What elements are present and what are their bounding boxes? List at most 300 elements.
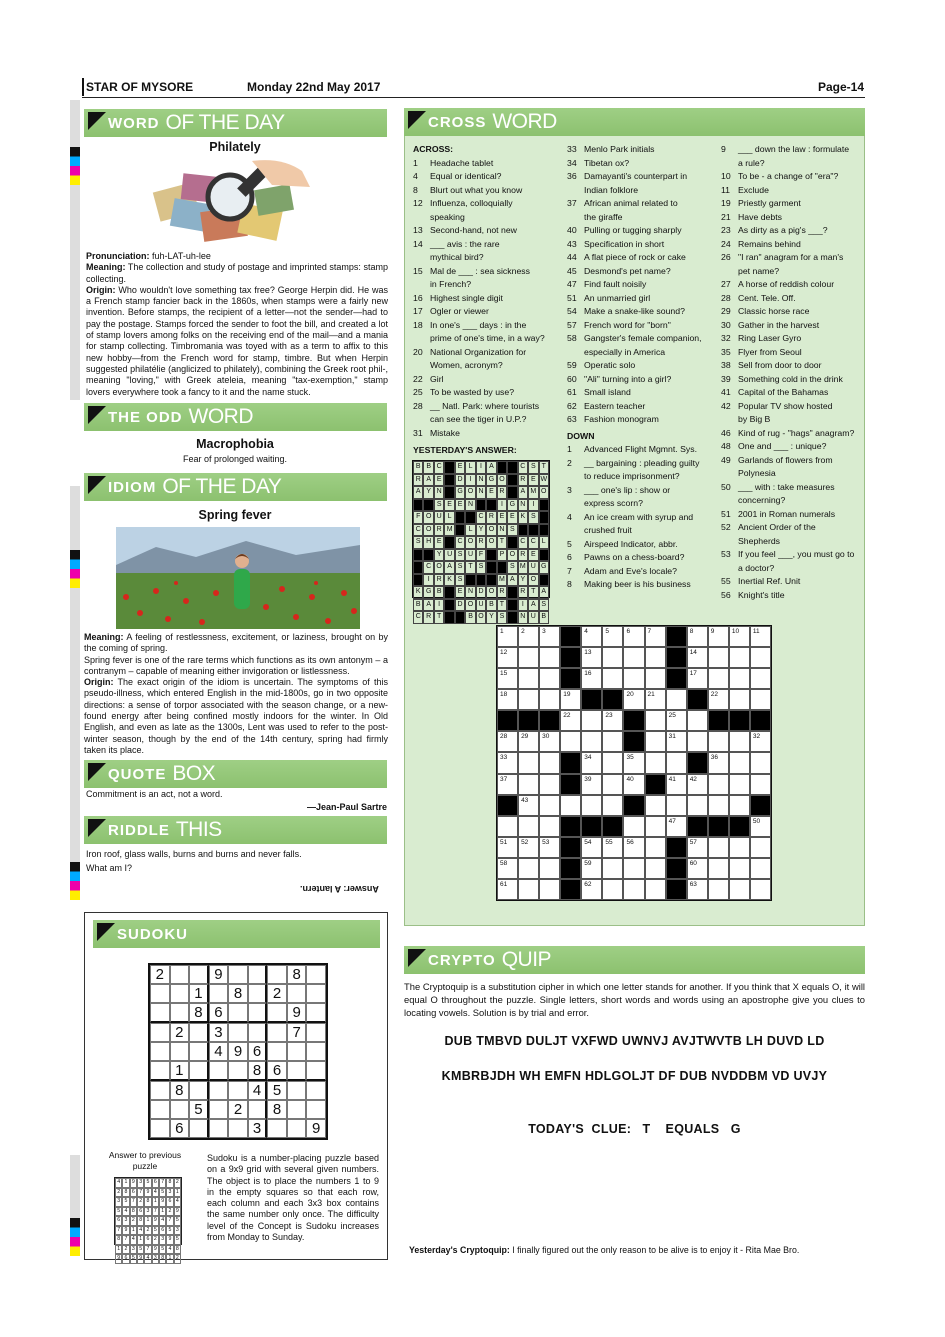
crossword-cell <box>687 816 708 837</box>
sudoku-cell[interactable] <box>150 1023 170 1042</box>
crossword-cell[interactable]: 60 <box>687 858 708 879</box>
crossword-cell[interactable] <box>687 731 708 752</box>
prev-answer-cell: 8 <box>130 1207 137 1217</box>
crossword-cell[interactable]: 23 <box>602 710 623 731</box>
crossword-cell[interactable]: 58 <box>497 858 518 879</box>
clue-item: 51 2001 in Roman numerals <box>721 508 836 519</box>
crossword-cell[interactable] <box>729 689 750 710</box>
sudoku-cell[interactable] <box>248 1003 268 1023</box>
sudoku-cell[interactable] <box>248 965 268 984</box>
crossword-cell[interactable] <box>729 795 750 816</box>
crossword-cell[interactable]: 52 <box>518 837 539 858</box>
sudoku-cell[interactable] <box>306 984 326 1003</box>
crossword-cell[interactable] <box>645 752 666 773</box>
crossword-cell[interactable]: 8 <box>687 626 708 647</box>
sudoku-cell[interactable] <box>267 1042 287 1061</box>
clue-item: 62 Eastern teacher <box>567 400 646 411</box>
crossword-cell[interactable]: 35 <box>623 752 644 773</box>
answer-cell: E <box>528 474 538 487</box>
clue-item: speaking <box>430 211 465 222</box>
crossword-cell[interactable] <box>708 731 729 752</box>
crossword-cell[interactable] <box>750 647 771 668</box>
sudoku-cell[interactable] <box>228 965 248 984</box>
sudoku-cell[interactable] <box>287 1119 307 1138</box>
crossword-cell[interactable] <box>708 668 729 689</box>
margin-strip <box>70 486 80 886</box>
crossword-cell[interactable]: 18 <box>497 689 518 710</box>
clue-item: 9 ___ down the law : formulate <box>721 144 850 154</box>
sudoku-cell[interactable]: 3 <box>248 1119 268 1138</box>
crossword-cell[interactable]: 63 <box>687 879 708 900</box>
sudoku-cell[interactable]: 2 <box>170 1023 190 1042</box>
prev-answer-cell: 9 <box>152 1216 159 1226</box>
sudoku-cell[interactable] <box>170 965 190 984</box>
sudoku-cell[interactable]: 2 <box>267 984 287 1003</box>
crossword-cell[interactable] <box>645 668 666 689</box>
sudoku-cell[interactable]: 4 <box>248 1081 268 1100</box>
sudoku-cell[interactable]: 1 <box>170 1061 190 1081</box>
sudoku-cell[interactable] <box>306 1042 326 1061</box>
crossword-cell[interactable] <box>623 879 644 900</box>
crossword-cell[interactable] <box>645 710 666 731</box>
crossword-cell[interactable]: 21 <box>645 689 666 710</box>
crossword-cell[interactable]: 34 <box>581 752 602 773</box>
sudoku-cell[interactable]: 2 <box>228 1100 248 1119</box>
crossword-cell[interactable]: 20 <box>623 689 644 710</box>
crossword-cell[interactable] <box>539 795 560 816</box>
crossword-cell[interactable] <box>539 647 560 668</box>
prev-answer-cell: 9 <box>159 1197 166 1207</box>
sudoku-cell[interactable] <box>209 984 229 1003</box>
crossword-cell[interactable]: 11 <box>750 626 771 647</box>
answer-cell <box>444 486 454 499</box>
sudoku-cell[interactable] <box>306 1023 326 1042</box>
riddle-answer: Answer: A lantern. <box>300 884 379 894</box>
crossword-cell[interactable]: 56 <box>623 837 644 858</box>
crossword-cell[interactable] <box>539 689 560 710</box>
crossword-cell[interactable] <box>645 858 666 879</box>
crossword-cell[interactable] <box>708 879 729 900</box>
sudoku-cell[interactable] <box>189 1061 209 1081</box>
crossword-cell[interactable]: 5 <box>602 626 623 647</box>
sudoku-grid[interactable] <box>148 963 328 1140</box>
crossword-cell[interactable] <box>602 731 623 752</box>
answer-cell <box>413 561 423 574</box>
crossword-cell[interactable] <box>645 837 666 858</box>
sudoku-cell[interactable] <box>189 1081 209 1100</box>
sudoku-cell[interactable] <box>228 1119 248 1138</box>
crossword-cell[interactable] <box>645 647 666 668</box>
crossword-cell[interactable]: 16 <box>581 668 602 689</box>
crossword-cell[interactable]: 9 <box>708 626 729 647</box>
crossword-cell[interactable]: 47 <box>666 816 687 837</box>
prev-answer-cell: 1 <box>144 1216 151 1226</box>
crossword-cell[interactable] <box>623 668 644 689</box>
idiom-title: Spring fever <box>198 508 272 522</box>
answer-cell: K <box>444 574 454 587</box>
crossword-cell[interactable] <box>729 647 750 668</box>
answer-cell <box>507 599 517 612</box>
sudoku-cell[interactable] <box>189 1119 209 1138</box>
crossword-cell[interactable] <box>729 668 750 689</box>
crossword-cell[interactable]: 33 <box>497 752 518 773</box>
prev-answer-cell: 2 <box>122 1245 129 1255</box>
crossword-cell[interactable]: 30 <box>539 731 560 752</box>
clue-item: pet name? <box>738 265 780 276</box>
crossword-cell[interactable] <box>729 879 750 900</box>
crossword-cell[interactable]: 3 <box>539 626 560 647</box>
answer-cell: E <box>444 499 454 512</box>
crossword-cell[interactable]: 28 <box>497 731 518 752</box>
sudoku-cell[interactable]: 8 <box>228 984 248 1003</box>
crossword-cell[interactable] <box>539 879 560 900</box>
riddle-line2: What am I? <box>86 863 133 873</box>
sudoku-cell[interactable] <box>150 1081 170 1100</box>
crossword-cell[interactable] <box>708 858 729 879</box>
answer-cell: T <box>465 561 475 574</box>
crossword-cell <box>560 858 581 879</box>
sudoku-cell[interactable] <box>306 1081 326 1100</box>
crossword-cell[interactable] <box>539 752 560 773</box>
crossword-cell <box>623 710 644 731</box>
sudoku-cell[interactable] <box>267 1119 287 1138</box>
crossword-cell[interactable] <box>687 795 708 816</box>
sudoku-cell[interactable]: 9 <box>209 965 229 984</box>
crossword-cell[interactable] <box>750 774 771 795</box>
clue-item: 55 Inertial Ref. Unit <box>721 576 801 586</box>
crossword-cell[interactable] <box>750 837 771 858</box>
stamps-image <box>152 157 310 245</box>
clue-item: 49 Garlands of flowers from <box>721 454 833 465</box>
answer-cell: O <box>539 486 549 499</box>
crossword-cell[interactable]: 59 <box>581 858 602 879</box>
answer-cell: E <box>486 486 496 499</box>
header-rule <box>82 97 865 98</box>
sudoku-cell[interactable]: 3 <box>209 1023 229 1042</box>
header-bar <box>82 78 84 96</box>
crossword-cell[interactable] <box>518 752 539 773</box>
crossword-cell[interactable] <box>602 858 623 879</box>
crossword-cell[interactable]: 51 <box>497 837 518 858</box>
sudoku-cell[interactable]: 2 <box>150 965 170 984</box>
sudoku-cell[interactable] <box>287 1081 307 1100</box>
answer-cell: C <box>518 461 528 474</box>
sudoku-cell[interactable] <box>189 965 209 984</box>
crossword-cell[interactable] <box>602 795 623 816</box>
crossword-cell[interactable] <box>518 774 539 795</box>
crossword-cell[interactable]: 55 <box>602 837 623 858</box>
crossword-cell[interactable] <box>750 689 771 710</box>
answer-cell: S <box>455 561 465 574</box>
sudoku-cell[interactable]: 9 <box>306 1119 326 1138</box>
crossword-cell[interactable]: 29 <box>518 731 539 752</box>
cryptoquip-line1: DUB TMBVD DULJT VXFWD UWNVJ AVJTWVTB LH DUVD LD <box>444 1034 825 1048</box>
answer-cell <box>455 511 465 524</box>
prev-answer-cell: 8 <box>115 1235 122 1245</box>
crossword-cell[interactable] <box>750 752 771 773</box>
crossword-cell[interactable] <box>539 668 560 689</box>
crossword-cell[interactable]: 22 <box>708 689 729 710</box>
crossword-cell[interactable]: 10 <box>729 626 750 647</box>
crossword-cell[interactable] <box>750 879 771 900</box>
answer-cell: K <box>413 586 423 599</box>
sudoku-cell[interactable] <box>287 1042 307 1061</box>
crossword-cell[interactable]: 6 <box>623 626 644 647</box>
crossword-cell[interactable] <box>602 774 623 795</box>
sudoku-cell[interactable] <box>189 1042 209 1061</box>
crossword-cell[interactable]: 12 <box>497 647 518 668</box>
clue-item: 28 Cent. Tele. Off. <box>721 292 796 303</box>
prev-answer-cell: 9 <box>174 1207 181 1217</box>
clue-item: Shepherds <box>738 535 781 546</box>
sudoku-cell[interactable] <box>170 1003 190 1023</box>
sudoku-cell[interactable] <box>306 1061 326 1081</box>
sudoku-cell[interactable] <box>209 1119 229 1138</box>
sudoku-cell[interactable] <box>189 1023 209 1042</box>
sudoku-cell[interactable] <box>170 1042 190 1061</box>
sudoku-cell[interactable] <box>228 1061 248 1081</box>
crossword-cell[interactable] <box>581 710 602 731</box>
sudoku-cell[interactable] <box>150 984 170 1003</box>
answer-cell <box>528 524 538 537</box>
crossword-cell[interactable]: 7 <box>645 626 666 647</box>
answer-cell <box>497 561 507 574</box>
crossword-cell[interactable] <box>708 795 729 816</box>
answer-cell: W <box>539 474 549 487</box>
answer-cell <box>476 574 486 587</box>
answer-cell: O <box>486 586 496 599</box>
crossword-cell[interactable] <box>518 858 539 879</box>
sudoku-cell[interactable]: 8 <box>170 1081 190 1100</box>
crossword-cell <box>581 689 602 710</box>
crossword-cell <box>666 837 687 858</box>
sudoku-cell[interactable] <box>248 984 268 1003</box>
crossword-cell[interactable] <box>623 647 644 668</box>
crossword-cell[interactable]: 31 <box>666 731 687 752</box>
crossword-cell[interactable]: 61 <box>497 879 518 900</box>
crossword-cell[interactable] <box>666 795 687 816</box>
clue-item: crushed fruit <box>584 525 632 535</box>
clue-item: 54 Make a snake-like sound? <box>567 306 685 316</box>
crossword-cell[interactable] <box>560 795 581 816</box>
crossword-cell[interactable]: 14 <box>687 647 708 668</box>
down-clues-col3 <box>721 143 863 602</box>
prev-answer-cell: 5 <box>159 1188 166 1198</box>
answer-cell: U <box>465 549 475 562</box>
sudoku-cell[interactable]: 9 <box>287 1003 307 1023</box>
crossword-cell[interactable]: 39 <box>581 774 602 795</box>
crossword-cell[interactable]: 53 <box>539 837 560 858</box>
crossword-cell[interactable] <box>645 816 666 837</box>
crossword-cell[interactable] <box>518 689 539 710</box>
crossword-cell[interactable] <box>602 647 623 668</box>
prev-answer-cell: 2 <box>115 1188 122 1198</box>
answer-cell <box>444 474 454 487</box>
crossword-cell[interactable]: 41 <box>666 774 687 795</box>
crossword-cell[interactable]: 36 <box>708 752 729 773</box>
crossword-cell[interactable] <box>750 858 771 879</box>
sudoku-cell[interactable] <box>209 1061 229 1081</box>
crossword-cell[interactable]: 62 <box>581 879 602 900</box>
sudoku-cell[interactable] <box>306 965 326 984</box>
answer-cell <box>455 524 465 537</box>
sudoku-cell[interactable]: 5 <box>189 1100 209 1119</box>
crossword-cell[interactable] <box>497 816 518 837</box>
sudoku-cell[interactable]: 8 <box>287 965 307 984</box>
sudoku-cell[interactable]: 4 <box>209 1042 229 1061</box>
crossword-cell[interactable] <box>708 837 729 858</box>
sudoku-cell[interactable] <box>228 1081 248 1100</box>
crossword-cell[interactable] <box>645 879 666 900</box>
sudoku-cell[interactable]: 6 <box>170 1119 190 1138</box>
sudoku-cell[interactable] <box>150 1100 170 1119</box>
sudoku-cell[interactable]: 6 <box>248 1042 268 1061</box>
crossword-cell[interactable] <box>539 858 560 879</box>
prev-answer-cell: 5 <box>159 1245 166 1255</box>
crossword-cell[interactable] <box>581 731 602 752</box>
crossword-cell[interactable] <box>539 774 560 795</box>
crossword-grid[interactable] <box>496 625 772 901</box>
sudoku-cell[interactable] <box>170 984 190 1003</box>
sudoku-cell[interactable] <box>170 1100 190 1119</box>
crossword-cell[interactable]: 37 <box>497 774 518 795</box>
sudoku-cell[interactable] <box>287 1061 307 1081</box>
sudoku-cell[interactable] <box>150 1119 170 1138</box>
crossword-cell[interactable]: 32 <box>750 731 771 752</box>
sudoku-cell[interactable] <box>150 1061 170 1081</box>
crossword-cell[interactable] <box>729 837 750 858</box>
crossword-cell[interactable]: 50 <box>750 816 771 837</box>
answer-cell <box>507 474 517 487</box>
crossword-cell[interactable]: 22 <box>560 710 581 731</box>
prev-answer-cell: 7 <box>130 1197 137 1207</box>
crossword-cell[interactable] <box>645 731 666 752</box>
cryptoquip-band: CRYPTO QUIP <box>404 946 865 974</box>
crossword-cell[interactable] <box>539 816 560 837</box>
crossword-cell[interactable] <box>602 668 623 689</box>
answer-cell: N <box>497 524 507 537</box>
crossword-cell[interactable] <box>666 689 687 710</box>
crossword-cell[interactable]: 57 <box>687 837 708 858</box>
crossword-cell[interactable]: 15 <box>497 668 518 689</box>
crossword-cell <box>623 795 644 816</box>
crossword-cell[interactable] <box>750 668 771 689</box>
clue-item: 13 Second-hand, not new <box>413 225 517 235</box>
crossword-cell[interactable] <box>518 647 539 668</box>
answer-cell <box>539 499 549 512</box>
crossword-cell[interactable]: 13 <box>581 647 602 668</box>
sudoku-cell[interactable] <box>228 1023 248 1042</box>
crossword-cell[interactable] <box>581 795 602 816</box>
sudoku-cell[interactable] <box>306 1003 326 1023</box>
crossword-cell <box>666 668 687 689</box>
crossword-cell[interactable] <box>602 752 623 773</box>
crossword-cell[interactable] <box>687 710 708 731</box>
sudoku-cell[interactable]: 8 <box>248 1061 268 1081</box>
crossword-cell <box>497 710 518 731</box>
crossword-cell[interactable]: 40 <box>623 774 644 795</box>
answer-cell: C <box>413 524 423 537</box>
crossword-cell[interactable] <box>729 774 750 795</box>
prev-answer-cell: 1 <box>159 1207 166 1217</box>
crossword-cell[interactable] <box>518 816 539 837</box>
crossword-cell[interactable] <box>560 731 581 752</box>
sudoku-cell[interactable] <box>228 1003 248 1023</box>
crossword-cell[interactable]: 17 <box>687 668 708 689</box>
sudoku-cell[interactable]: 8 <box>267 1100 287 1119</box>
prev-answer-cell: 5 <box>144 1178 151 1188</box>
sudoku-cell[interactable] <box>150 1003 170 1023</box>
crossword-cell[interactable]: 54 <box>581 837 602 858</box>
prev-answer-cell: 3 <box>144 1207 151 1217</box>
sudoku-cell[interactable]: 6 <box>267 1061 287 1081</box>
sudoku-cell[interactable] <box>287 1100 307 1119</box>
crossword-cell[interactable] <box>708 647 729 668</box>
clue-item: 8 Blurt out what you know <box>413 184 523 195</box>
crossword-cell[interactable]: 25 <box>666 710 687 731</box>
crossword-cell[interactable] <box>645 795 666 816</box>
sudoku-cell[interactable] <box>150 1042 170 1061</box>
sudoku-cell[interactable] <box>209 1100 229 1119</box>
sudoku-cell[interactable]: 8 <box>189 1003 209 1023</box>
crossword-cell <box>602 816 623 837</box>
crossword-cell[interactable] <box>518 879 539 900</box>
sudoku-cell[interactable] <box>267 965 287 984</box>
crossword-cell[interactable] <box>602 879 623 900</box>
crossword-cell[interactable] <box>729 752 750 773</box>
sudoku-cell[interactable] <box>287 984 307 1003</box>
answer-cell <box>476 499 486 512</box>
sudoku-cell[interactable] <box>306 1100 326 1119</box>
sudoku-cell[interactable] <box>248 1100 268 1119</box>
clue-item: 6 Pawns on a chess-board? <box>567 552 685 562</box>
crossword-cell[interactable] <box>623 858 644 879</box>
crossword-cell[interactable] <box>666 752 687 773</box>
clue-item: by Big B <box>738 414 771 424</box>
answer-cell: M <box>497 574 507 587</box>
crossword-cell <box>560 668 581 689</box>
crossword-cell[interactable]: 4 <box>581 626 602 647</box>
crossword-cell[interactable] <box>729 731 750 752</box>
crossword-cell[interactable]: 1 <box>497 626 518 647</box>
sudoku-cell[interactable]: 7 <box>287 1023 307 1042</box>
sudoku-cell[interactable] <box>209 1081 229 1100</box>
sudoku-cell[interactable] <box>267 1023 287 1042</box>
crossword-cell[interactable] <box>623 816 644 837</box>
crossword-cell[interactable]: 42 <box>687 774 708 795</box>
sudoku-cell[interactable]: 6 <box>209 1003 229 1023</box>
crossword-cell[interactable]: 43 <box>518 795 539 816</box>
crossword-cell[interactable] <box>708 774 729 795</box>
sudoku-cell[interactable] <box>267 1003 287 1023</box>
sudoku-cell[interactable] <box>248 1023 268 1042</box>
clue-item: 29 Classic horse race <box>721 306 810 316</box>
sudoku-cell[interactable]: 5 <box>267 1081 287 1100</box>
crossword-cell[interactable] <box>518 668 539 689</box>
answer-cell <box>486 574 496 587</box>
crossword-cell[interactable]: 2 <box>518 626 539 647</box>
clue-item: Women, acronym? <box>430 360 503 370</box>
sudoku-cell[interactable]: 9 <box>228 1042 248 1061</box>
crossword-cell[interactable]: 19 <box>560 689 581 710</box>
answer-cell: N <box>465 499 475 512</box>
prev-answer-cell: 9 <box>130 1178 137 1188</box>
answer-cell <box>465 574 475 587</box>
sudoku-cell[interactable]: 1 <box>189 984 209 1003</box>
crossword-cell[interactable] <box>729 858 750 879</box>
crossword-cell <box>729 816 750 837</box>
prev-answer-cell: 8 <box>122 1188 129 1198</box>
